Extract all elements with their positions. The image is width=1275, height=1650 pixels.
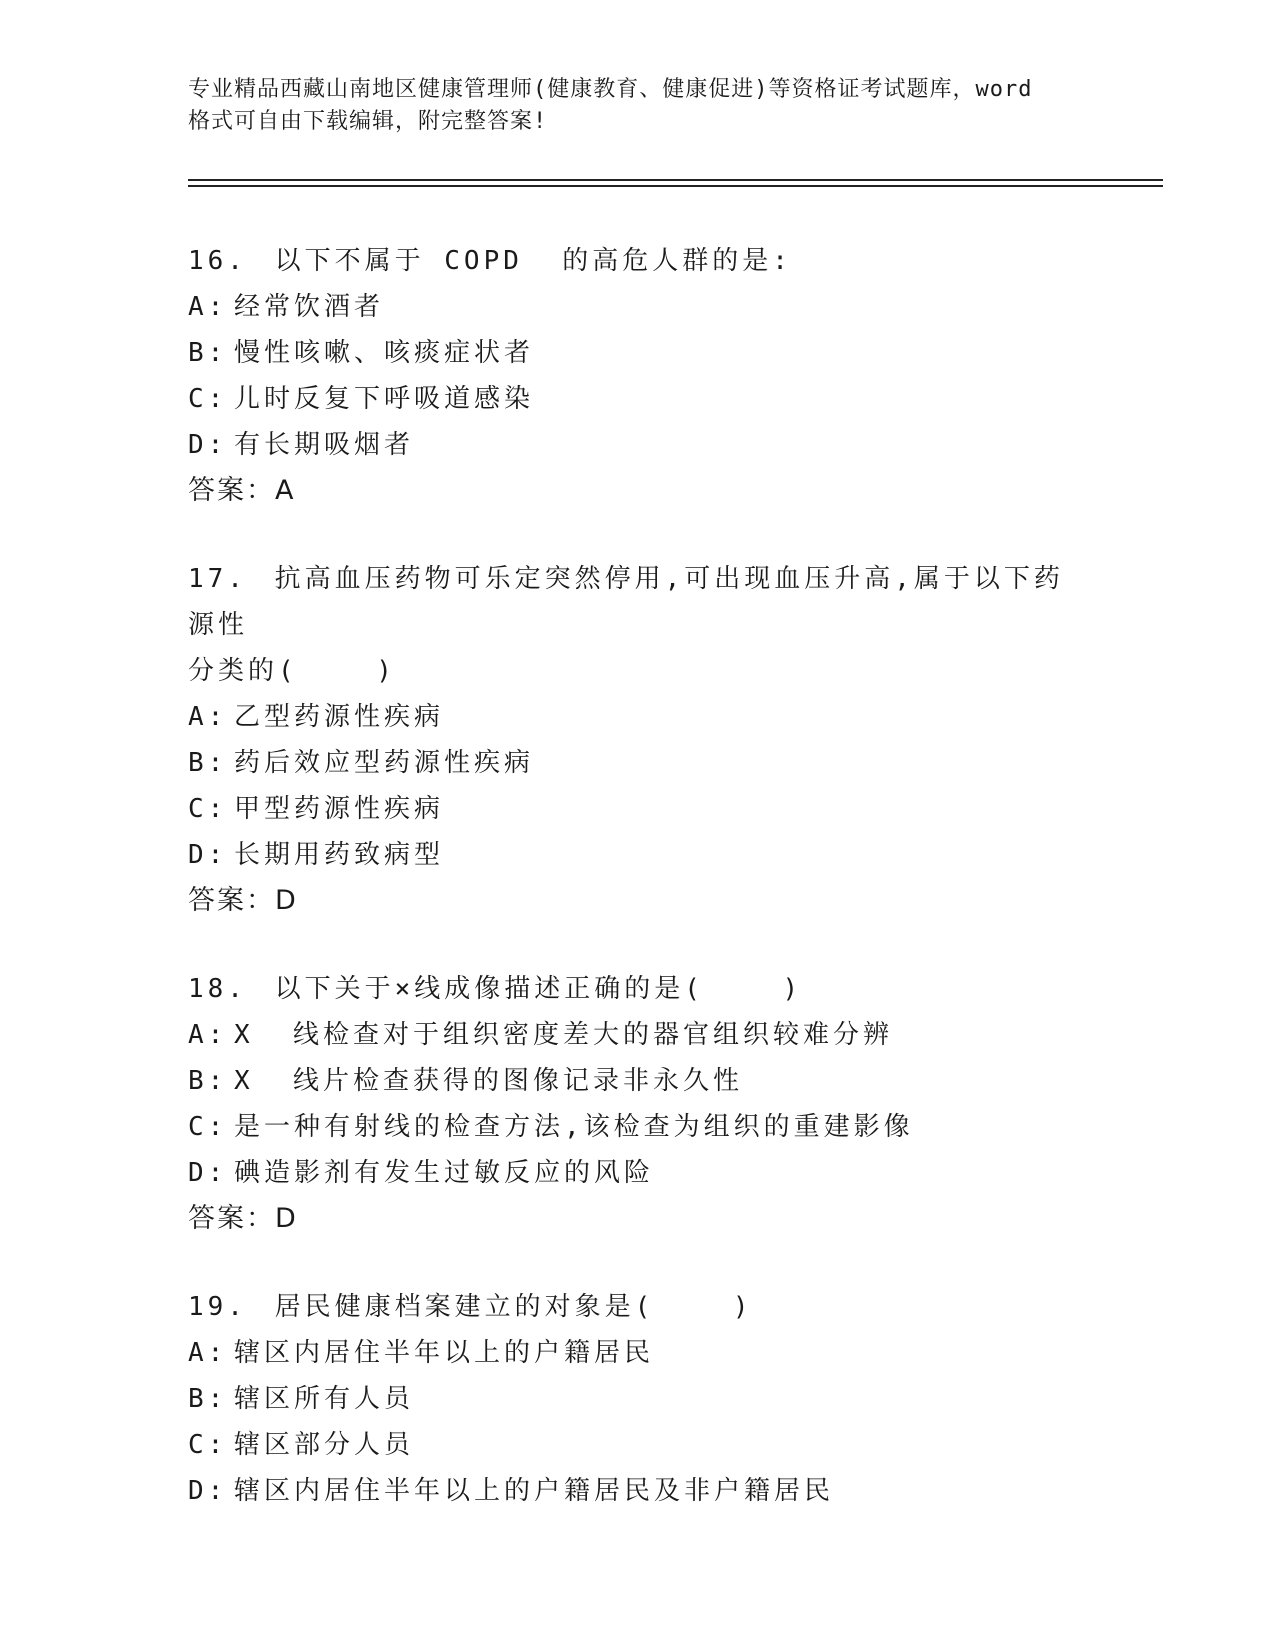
question-number: 17. (188, 564, 247, 594)
option-letter: B: (188, 748, 228, 778)
option-letter: A: (188, 702, 228, 732)
answer-line: 答案：D (188, 885, 298, 916)
question-number: 16. (188, 246, 247, 276)
option-letter: B: (188, 1384, 228, 1414)
option-text: 甲型药源性疾病 (234, 794, 445, 824)
question-stem-line (188, 648, 1088, 694)
option-letter: D: (188, 840, 228, 870)
option-text: 乙型药源性疾病 (234, 702, 445, 732)
question-stem-line (188, 966, 1088, 1012)
document-header (188, 74, 1108, 138)
question-list (188, 238, 1088, 1556)
question-stem-text: 以下不属于 COPD 的高危人群的是: (274, 246, 792, 276)
option-row (188, 330, 1088, 376)
option-row (188, 694, 1088, 740)
option-row (188, 786, 1088, 832)
option-text: 长期用药致病型 (234, 840, 445, 870)
question-stem-line (188, 1284, 1088, 1330)
option-letter: C: (188, 1430, 228, 1460)
option-letter: A: (188, 1338, 228, 1368)
option-text: 辖区所有人员 (234, 1384, 415, 1414)
option-row (188, 1330, 1088, 1376)
option-text: 辖区内居住半年以上的户籍居民及非户籍居民 (234, 1476, 835, 1506)
question-number: 18. (188, 974, 247, 1004)
option-letter: A: (188, 1020, 228, 1050)
question-stem-text: 抗高血压药物可乐定突然停用,可出现血压升高,属于以下药源性 (188, 564, 1064, 640)
question-item (188, 966, 1088, 1242)
option-letter: C: (188, 384, 228, 414)
option-letter: A: (188, 292, 228, 322)
option-text: 是一种有射线的检查方法,该检查为组织的重建影像 (234, 1112, 914, 1142)
option-letter: D: (188, 1476, 228, 1506)
option-row (188, 1058, 1088, 1104)
question-item (188, 1284, 1088, 1514)
question-stem-text: 居民健康档案建立的对象是( ) (274, 1292, 753, 1322)
header-divider-top (188, 179, 1163, 181)
option-row (188, 1422, 1088, 1468)
option-text: 慢性咳嗽、咳痰症状者 (234, 338, 535, 368)
option-text: X 线片检查获得的图像记录非永久性 (234, 1066, 743, 1096)
option-row (188, 422, 1088, 468)
header-line-1: 专业精品西藏山南地区健康管理师(健康教育、健康促进)等资格证考试题库，word (188, 77, 1033, 102)
option-row (188, 1468, 1088, 1514)
header-divider-bottom (188, 185, 1163, 187)
option-letter: C: (188, 794, 228, 824)
option-row (188, 832, 1088, 878)
option-letter: B: (188, 1066, 228, 1096)
option-letter: C: (188, 1112, 228, 1142)
answer-line: 答案：D (188, 1203, 298, 1234)
option-row (188, 1376, 1088, 1422)
option-letter: D: (188, 430, 228, 460)
question-stem-text: 分类的( ) (188, 656, 396, 686)
question-stem-line (188, 238, 1088, 284)
option-letter: D: (188, 1158, 228, 1188)
option-text: 辖区部分人员 (234, 1430, 415, 1460)
option-letter: B: (188, 338, 228, 368)
option-text: X 线检查对于组织密度差大的器官组织较难分辨 (234, 1020, 893, 1050)
question-number: 19. (188, 1292, 247, 1322)
option-text: 儿时反复下呼吸道感染 (234, 384, 535, 414)
question-item (188, 556, 1088, 924)
option-row (188, 1104, 1088, 1150)
question-item (188, 238, 1088, 514)
answer-line: 答案：A (188, 475, 296, 506)
question-stem-text: 以下关于×线成像描述正确的是( ) (274, 974, 803, 1004)
option-text: 辖区内居住半年以上的户籍居民 (234, 1338, 655, 1368)
option-row (188, 376, 1088, 422)
option-text: 有长期吸烟者 (234, 430, 415, 460)
option-text: 经常饮酒者 (234, 292, 385, 322)
option-row (188, 740, 1088, 786)
question-stem-line (188, 556, 1088, 648)
option-text: 碘造影剂有发生过敏反应的风险 (234, 1158, 655, 1188)
header-line-2: 格式可自由下载编辑，附完整答案! (188, 109, 548, 134)
option-row (188, 284, 1088, 330)
option-text: 药后效应型药源性疾病 (234, 748, 535, 778)
option-row (188, 1150, 1088, 1196)
option-row (188, 1012, 1088, 1058)
